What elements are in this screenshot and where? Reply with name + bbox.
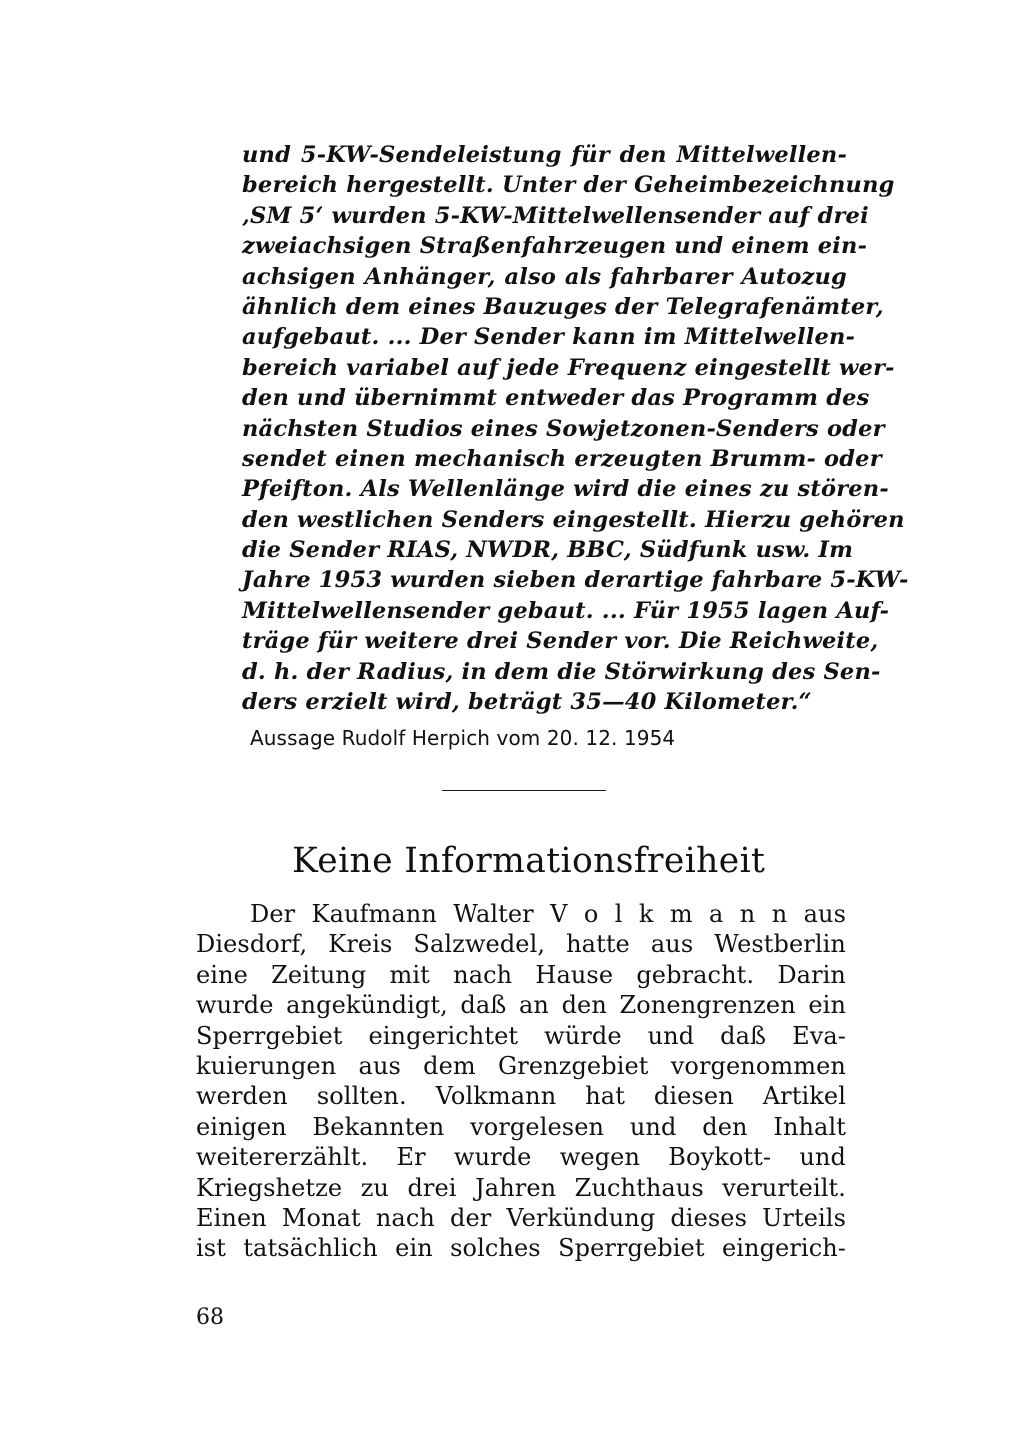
quote-line: nächsten Studios eines Sowjetzonen-Senders oder [242, 415, 885, 442]
paragraph-line: wurde angekündigt, daß an den Zonengrenzen ein [196, 991, 846, 1020]
quote-line: d. h. der Radius, in dem die Störwirkung des Sen- [242, 658, 881, 685]
paragraph-line: Kriegshetze zu drei Jahren Zuchthaus verurteilt. [196, 1173, 846, 1202]
quote-line: aufgebaut. ... Der Sender kann im Mittelwellen- [242, 324, 856, 351]
body-paragraph [196, 899, 846, 1264]
quote-source: Aussage Rudolf Herpich vom 20. 12. 1954 [250, 726, 676, 750]
paragraph-line: werden sollten. Volkmann hat diesen Artikel [196, 1082, 846, 1111]
paragraph-line: Der Kaufmann Walter V o l k m a n n aus [250, 900, 846, 928]
section-divider [442, 790, 606, 791]
quoted-testimony [242, 140, 909, 717]
quote-line: ‚SM 5‘ wurden 5-KW-Mittelwellensender auf drei [242, 202, 869, 229]
quote-line: träge für weitere drei Sender vor. Die Reichweite, [242, 628, 879, 655]
paragraph-line: einigen Bekannten vorgelesen und den Inhalt [196, 1112, 846, 1141]
quote-line: ders erzielt wird, beträgt 35—40 Kilometer.“ [242, 689, 812, 716]
quote-line: Pfeifton. Als Wellenlänge wird die eines zu stören- [242, 476, 889, 503]
paragraph-line: ist tatsächlich ein solches Sperrgebiet eingerich- [196, 1234, 846, 1263]
quote-line: sendet einen mechanisch erzeugten Brumm- oder [242, 445, 882, 472]
quote-line: bereich variabel auf jede Frequenz eingestellt wer- [242, 354, 895, 381]
section-heading: Keine Informationsfreiheit [292, 841, 766, 881]
paragraph-line: eine Zeitung mit nach Hause gebracht. Darin [196, 960, 846, 989]
quote-line: bereich hergestellt. Unter der Geheimbezeichnung [242, 172, 895, 199]
quote-line: und 5-KW-Sendeleistung für den Mittelwellen- [242, 142, 847, 168]
quote-line: achsigen Anhänger, also als fahrbarer Autozug [242, 263, 847, 290]
paragraph-line: weitererzählt. Er wurde wegen Boykott- und [196, 1143, 846, 1172]
paragraph-line: kuierungen aus dem Grenzgebiet vorgenommen [196, 1051, 846, 1080]
quote-line: den westlichen Senders eingestellt. Hierzu gehören [242, 506, 905, 533]
quote-line: ähnlich dem eines Bauzuges der Telegrafenämter, [242, 293, 884, 320]
paragraph-line: Sperrgebiet eingerichtet würde und daß Eva- [196, 1021, 846, 1050]
quote-line: Mittelwellensender gebaut. ... Für 1955 lagen Auf- [242, 597, 890, 624]
quote-line: zweiachsigen Straßenfahrzeugen und einem ein- [242, 233, 868, 260]
paragraph-line: Einen Monat nach der Verkündung dieses Urteils [196, 1203, 846, 1232]
page-number: 68 [196, 1305, 224, 1330]
quote-line: die Sender RIAS, NWDR, BBC, Südfunk usw. Im [242, 537, 854, 564]
paragraph-line: Diesdorf, Kreis Salzwedel, hatte aus Westberlin [196, 930, 846, 959]
quote-line: den und übernimmt entweder das Programm des [242, 385, 870, 412]
quote-line: Jahre 1953 wurden sieben derartige fahrbare 5-KW- [242, 567, 909, 594]
